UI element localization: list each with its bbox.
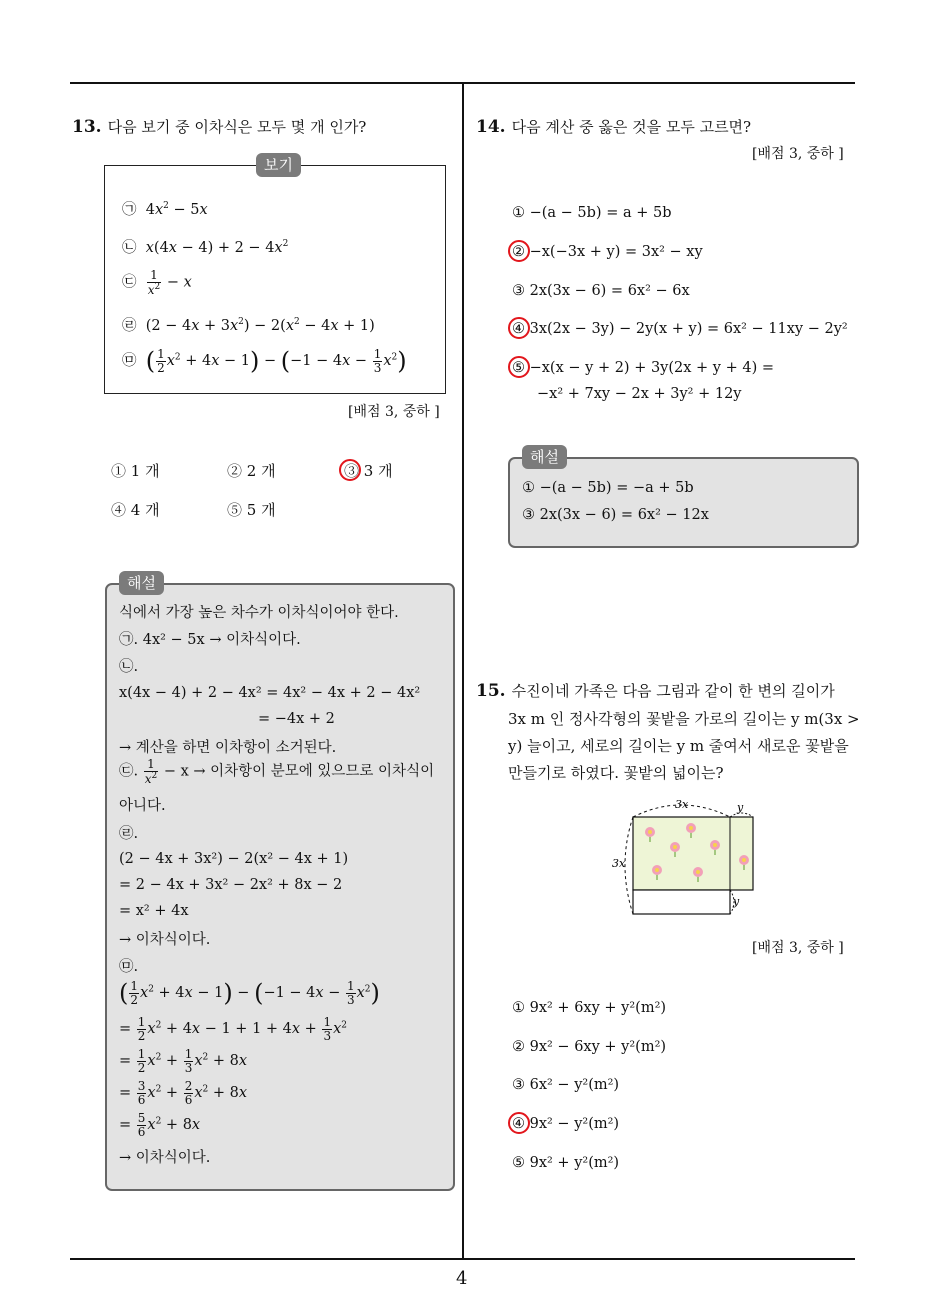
q13-item-2: ㉡ $x(4x - 4) + 2 - 4x^2$ bbox=[122, 239, 289, 256]
q14-exp-line-2: ③ 2x(3x − 6) = 6x² − 12x bbox=[522, 507, 709, 523]
q13-exp-a: ㉠. 4x² − 5x → 이차식이다. bbox=[119, 632, 301, 648]
q13-exp-c-cont: 아니다. bbox=[119, 798, 166, 814]
page-number: 4 bbox=[456, 1268, 468, 1289]
q15-question-line-2: 3x m 인 정사각형의 꽃밭을 가로의 길이는 y m(3x > bbox=[508, 710, 860, 728]
q15-score: [배점 3, 중하 ] bbox=[752, 940, 844, 956]
q13-exp-d-line2: = 2 − 4x + 3x² − 2x² + 8x − 2 bbox=[119, 877, 343, 893]
q13-exp-d-head: ㉣. bbox=[119, 826, 139, 842]
q14-choice-2[interactable]: ② −x(−3x + y) = 3x² − xy bbox=[512, 244, 703, 260]
label-left-3x: 3x bbox=[612, 857, 626, 870]
label-top-3x: 3x bbox=[675, 798, 689, 811]
left-brace bbox=[625, 817, 633, 914]
q13-choice-4[interactable]: ④ 4 개 bbox=[111, 501, 160, 519]
q13-exp-c: ㉢. $\frac{1}{x^2}$ − x → 이차항이 분모에 있으므로 이차식이 bbox=[119, 757, 435, 786]
q14-answer-circle-5 bbox=[508, 356, 530, 378]
q13-item-5: ㉤ ( $\frac{1}{2}$ $x^2 + 4x - 1) - (-1 - 4x$ − $\frac{1}{3}$ $x^2$) bbox=[122, 347, 407, 376]
q13-item-1: ㉠ $4x^2 - 5x$ bbox=[122, 201, 208, 218]
q14-score: [배점 3, 중하 ] bbox=[752, 146, 844, 162]
q15-question-line-1: 수진이네 가족은 다음 그림과 같이 한 변의 길이가 bbox=[511, 682, 835, 700]
q15-question-line-4: 만들기로 하였다. 꽃밭의 넓이는? bbox=[508, 764, 724, 782]
q14-answer-circle-2 bbox=[508, 240, 530, 262]
q13-number: 13. bbox=[72, 117, 102, 137]
q13-choice-5[interactable]: ⑤ 5 개 bbox=[227, 501, 276, 519]
q13-explanation-label: 해설 bbox=[119, 571, 164, 595]
label-top-right-y: y bbox=[737, 801, 744, 814]
q13-exp-c-prefix: ㉢. bbox=[119, 763, 139, 780]
q14-answer-circle-4 bbox=[508, 317, 530, 339]
q13-exp-intro: 식에서 가장 높은 차수가 이차식이어야 한다. bbox=[119, 605, 399, 621]
q13-exp-e-note: → 이차식이다. bbox=[119, 1150, 211, 1166]
q13-exp-e-line2: = $\frac{1}{2}$ $x^2 + 4x - 1 + 1 + 4x$ + $\frac{1}{3}$ $x^2$ bbox=[119, 1015, 348, 1043]
q14-question bbox=[476, 119, 751, 136]
q15-garden-figure bbox=[605, 795, 765, 920]
q15-choice-3[interactable]: ③ 6x² − y²(m²) bbox=[512, 1077, 620, 1093]
q13-item-4: ㉣ $(2 - 4x + 3x^2) - 2(x^2 - 4x + 1)$ bbox=[122, 317, 375, 334]
q13-exp-e-line1: ( $\frac{1}{2}$ $x^2 + 4x - 1) - (-1 - 4x$ − $\frac{1}{3}$ $x^2$) bbox=[119, 979, 380, 1008]
q14-explanation-box bbox=[508, 457, 859, 548]
q14-question-text: 다음 계산 중 옳은 것을 모두 고르면? bbox=[511, 118, 752, 136]
q13-exp-b-line1: x(4x − 4) + 2 − 4x² = 4x² − 4x + 2 − 4x² bbox=[119, 685, 421, 701]
q15-question-line-3: y) 늘이고, 세로의 길이는 y m 줄여서 새로운 꽃밭을 bbox=[508, 737, 849, 755]
q14-number: 14. bbox=[476, 117, 506, 137]
q13-choice-2[interactable]: ② 2 개 bbox=[227, 462, 276, 480]
q13-exp-e-head: ㉤. bbox=[119, 959, 139, 975]
q14-choice-5[interactable]: ⑤ −x(x − y + 2) + 3y(2x + y + 4) = bbox=[512, 360, 774, 376]
q13-exp-d-note: → 이차식이다. bbox=[119, 932, 211, 948]
q14-choice-4[interactable]: ④ 3x(2x − 3y) − 2y(x + y) = 6x² − 11xy − 2y² bbox=[512, 321, 848, 337]
label-bottom-right-y: y bbox=[733, 895, 740, 908]
q13-exp-b-head: ㉡. bbox=[119, 659, 139, 675]
q14-choice-3[interactable]: ③ 2x(3x − 6) = 6x² − 6x bbox=[512, 283, 690, 299]
q13-answer-circle bbox=[339, 459, 361, 481]
q13-choice-1[interactable]: ① 1 개 bbox=[111, 462, 160, 480]
q13-exp-e-line3: = $\frac{1}{2}$ $x^2$ + $\frac{1}{3}$ $x^2 + 8x$ bbox=[119, 1047, 248, 1075]
bottom-rule bbox=[70, 1258, 855, 1260]
q13-exp-d-line1: (2 − 4x + 3x²) − 2(x² − 4x + 1) bbox=[119, 851, 349, 867]
q13-exp-d-line3: = x² + 4x bbox=[119, 903, 189, 919]
q13-box-label: 보기 bbox=[256, 153, 301, 177]
q15-question bbox=[476, 683, 835, 700]
q14-explanation-label: 해설 bbox=[522, 445, 567, 469]
q13-choice-3[interactable]: ③ 3 개 bbox=[344, 462, 393, 480]
q13-question-text: 다음 보기 중 이차식은 모두 몇 개 인가? bbox=[107, 118, 367, 136]
q14-choice-1[interactable]: ① −(a − 5b) = a + 5b bbox=[512, 205, 672, 221]
q14-choice-5-cont: −x² + 7xy − 2x + 3y² + 12y bbox=[537, 386, 742, 402]
q13-exp-b-note: → 계산을 하면 이차항이 소거된다. bbox=[119, 740, 337, 756]
q15-choice-5[interactable]: ⑤ 9x² + y²(m²) bbox=[512, 1155, 620, 1171]
q13-score: [배점 3, 중하 ] bbox=[348, 404, 440, 420]
q13-exp-e-line4: = $\frac{3}{6}$ $x^2$ + $\frac{2}{6}$ $x^2 + 8x$ bbox=[119, 1079, 248, 1107]
q15-choice-1[interactable]: ① 9x² + 6xy + y²(m²) bbox=[512, 1000, 667, 1016]
column-divider bbox=[462, 82, 464, 1259]
q13-item-3: ㉢ $\frac{1}{x^2}$ − x bbox=[122, 268, 192, 297]
q13-question bbox=[72, 119, 366, 136]
q15-choice-2[interactable]: ② 9x² − 6xy + y²(m²) bbox=[512, 1039, 667, 1055]
q13-exp-b-line2: = −4x + 2 bbox=[258, 711, 335, 727]
q15-choice-4[interactable]: ④ 9x² − y²(m²) bbox=[512, 1116, 620, 1132]
q15-answer-circle bbox=[508, 1112, 530, 1134]
q13-exp-c-text: − x → 이차항이 분모에 있으므로 이차식이 bbox=[163, 763, 435, 780]
q13-exp-e-line5: = $\frac{5}{6}$ $x^2 + 8x$ bbox=[119, 1111, 201, 1139]
q14-exp-line-1: ① −(a − 5b) = −a + 5b bbox=[522, 480, 694, 496]
removed-strip bbox=[633, 890, 730, 914]
q15-number: 15. bbox=[476, 681, 506, 701]
